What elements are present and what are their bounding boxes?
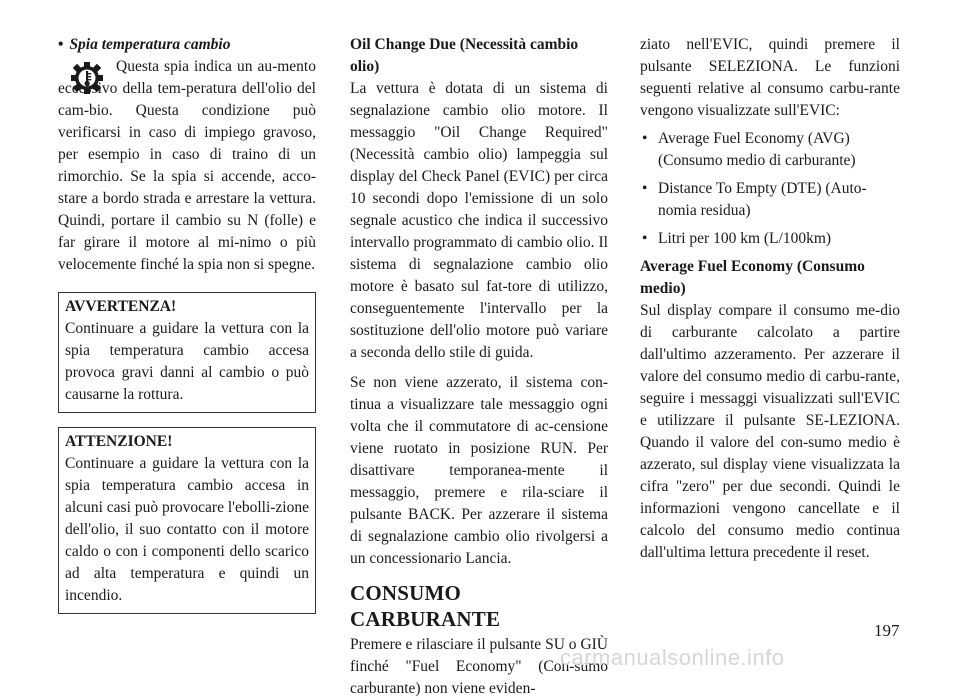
- bullet-dot: •: [58, 36, 64, 53]
- warning-light-row: [58, 56, 316, 276]
- average-fuel-heading: Average Fuel Economy (Consumo medio): [640, 258, 865, 297]
- bullet-title: Spia temperatura cambio: [69, 36, 231, 53]
- caution-box: [58, 427, 316, 614]
- warning-light-text: Questa spia indica un au-mento eccessivo della tem-peratura dell'olio del cam-bio. Questa condizione può verificarsi in caso di impiego gravoso, per esempio in caso di traino di un rimorchio. Se la spia si accende, acco-stare a bordo strada e arrestare la vettura. Quindi, portare il cambio su N (folle) e far girare il motore al mi-nimo o più velocemente finché la spia non si spegne.: [58, 58, 316, 273]
- fuel-functions-list: [640, 128, 900, 250]
- oil-change-heading: Oil Change Due (Necessità cambio olio): [350, 36, 579, 75]
- average-fuel-paragraph: Sul display compare il consumo me-dio di carburante calcolato a partire dall'ultimo azzeramento. Per azzerare il valore del consumo medio di carbu-rante, seguire i messaggi visualizzati sull'EVIC e utilizzare il pulsante SE-LEZIONA. Quando il valore del con-sumo medio è azzerato, sul display viene visualizzata la cifra "zero" per due secondi. Quindi le informazioni vengono cancellate e il calcolo del consumo medio continua dall'ultima lettura precedente il reset.: [640, 302, 900, 561]
- column-middle: [350, 34, 608, 700]
- fuel-continued-paragraph: ziato nell'EVIC, quindi premere il pulsante SELEZIONA. Le funzioni seguenti relative al consumo carbu-rante vengono visualizzate sull'EVIC:: [640, 36, 900, 119]
- fuel-economy-paragraph: Premere e rilasciare il pulsante SU o GIÙ finché "Fuel Economy" (Con-sumo carburante) non viene eviden-: [350, 636, 608, 697]
- page-number: 197: [874, 621, 900, 640]
- list-item: • Litri per 100 km (L/100km): [640, 228, 900, 250]
- column-right: [640, 34, 900, 564]
- bullet-heading: [58, 34, 316, 56]
- oil-change-paragraph-1: La vettura è dotata di un sistema di segnalazione cambio olio motore. Il messaggio "Oil Change Required" (Necessità cambio olio) lampeggia sul display del Check Panel (EVIC) per circa 10 secondi dopo l'emissione di un solo segnale acustico che indica il successivo intervallo programmato di cambio olio. Il sistema di segnalazione cambio olio motore è basato sul fat-tore di utilizzo, conseguentemente l'intervallo per la sostituzione dell'olio motore può variare a seconda dello stile di guida.: [350, 80, 608, 361]
- column-left: [58, 34, 316, 614]
- warning-title: AVVERTENZA!: [65, 298, 177, 315]
- oil-change-paragraph-2: Se non viene azzerato, il sistema con-tinua a visualizzare tale messaggio ogni volta che il commutatore di ac-censione viene ruotato in posizione RUN. Per disattivare temporanea-mente il messaggio, premere e rila-sciare il pulsante BACK. Per azzerare il sistema di segnalazione cambio olio rivolgersi a un concessionario Lancia.: [350, 374, 608, 567]
- caution-text: Continuare a guidare la vettura con la spia temperatura cambio accesa in alcuni casi può provocare l'ebolli-zione dell'olio, il suo contatto con il motore caldo o con i componenti dello scarico ad alta temperatura e quindi un incendio.: [65, 455, 309, 604]
- warning-text: Continuare a guidare la vettura con la spia temperatura cambio accesa provoca gravi danni al cambio o può causarne la rottura.: [65, 320, 309, 403]
- watermark: carmanualsonline.info: [560, 645, 785, 670]
- caution-title: ATTENZIONE!: [65, 433, 173, 450]
- warning-box: [58, 292, 316, 413]
- section-heading: CONSUMO CARBURANTE: [350, 581, 501, 631]
- list-item: • Average Fuel Economy (AVG) (Consumo medio di carburante): [640, 128, 900, 172]
- list-item: • Distance To Empty (DTE) (Auto-nomia residua): [640, 178, 900, 222]
